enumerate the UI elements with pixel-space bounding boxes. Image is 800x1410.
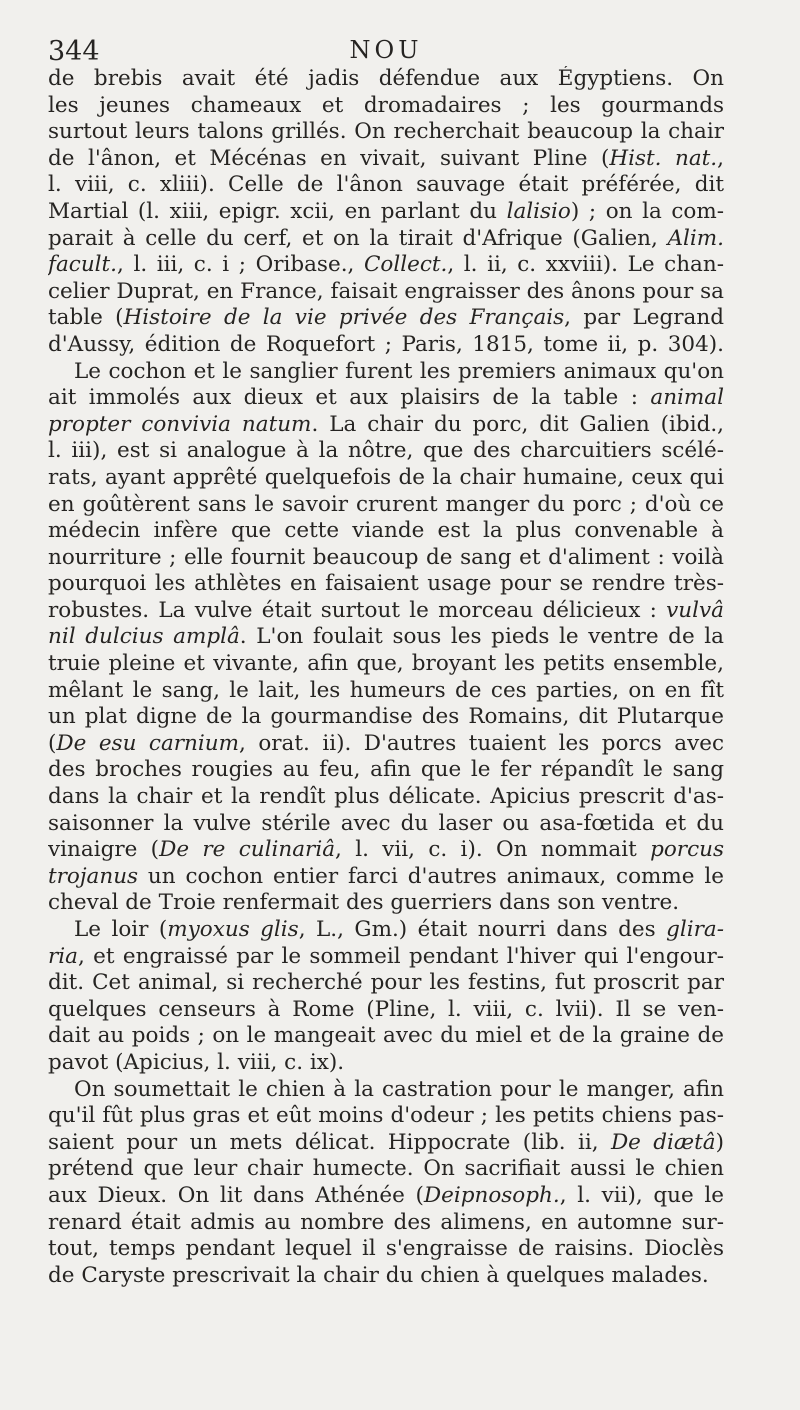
- text-line: (De esu carnium, orat. ii). D'autres tuaient les porcs avec: [48, 730, 724, 756]
- text-line: rats, ayant apprêté quelquefois de la chair humaine, ceux qui: [48, 464, 724, 490]
- text-line: des broches rougies au feu, afin que le fer répandît le sang: [48, 757, 724, 783]
- text-line: ait immolés aux dieux et aux plaisirs de la table : animal: [48, 385, 724, 411]
- paragraph-last-line: cheval de Troie renfermait des guerriers dans son ventre.: [48, 890, 680, 916]
- text-line: l. viii, c. xliii). Celle de l'ânon sauvage était préférée, dit: [48, 172, 724, 198]
- text-line: de l'ânon, et Mécénas en vivait, suivant Pline (Hist. nat.,: [48, 145, 724, 171]
- text-line: médecin infère que cette viande est la plus convenable à: [48, 518, 724, 544]
- text-line: propter convivia natum. La chair du porc, dit Galien (ibid.,: [48, 411, 724, 437]
- paragraph-last-line: de Caryste prescrivait la chair du chien à quelques malades.: [48, 1262, 709, 1288]
- paragraph-first-line: Le cochon et le sanglier furent les premiers animaux qu'on: [74, 358, 724, 384]
- paragraph-first-line: On soumettait le chien à la castration pour le manger, afin: [74, 1076, 724, 1102]
- text-line: nourriture ; elle fournit beaucoup de sang et d'aliment : voilà: [48, 544, 724, 570]
- text-line: un plat digne de la gourmandise des Romains, dit Plutarque: [48, 704, 724, 730]
- text-line: les jeunes chameaux et dromadaires ; les gourmands: [48, 92, 724, 118]
- text-line: nil dulcius amplâ. L'on foulait sous les pieds le ventre de la: [48, 624, 724, 650]
- paragraph-first-line: Le loir (myoxus glis, L., Gm.) était nourri dans des glira-: [74, 917, 724, 942]
- text-line: dait au poids ; on le mangeait avec du miel et de la graine de: [48, 1023, 724, 1049]
- text-line: celier Duprat, en France, faisait engraisser des ânons pour sa: [48, 278, 724, 304]
- text-line: truie pleine et vivante, afin que, broyant les petits ensemble,: [48, 651, 724, 677]
- text-line: surtout leurs talons grillés. On recherchait beaucoup la chair: [48, 119, 724, 145]
- text-line: mêlant le sang, le lait, les humeurs de ces parties, on en fît: [48, 677, 724, 703]
- text-line: dit. Cet animal, si recherché pour les festins, fut proscrit par: [48, 970, 724, 996]
- text-line: l. iii), est si analogue à la nôtre, que des charcuitiers scélé-: [48, 438, 724, 464]
- text-line: facult., l. iii, c. i ; Oribase., Collect., l. ii, c. xxviii). Le chan-: [48, 252, 724, 278]
- text-line: dans la chair et la rendît plus délicate. Apicius prescrit d'as-: [48, 784, 724, 810]
- text-line: renard était admis au nombre des alimens, en automne sur-: [48, 1209, 724, 1235]
- text-line: robustes. La vulve était surtout le morceau délicieux : vulvâ: [48, 597, 724, 623]
- text-line: prétend que leur chair humecte. On sacrifiait aussi le chien: [48, 1156, 724, 1182]
- text-line: Martial (l. xiii, epigr. xcii, en parlant du lalisio) ; on la com-: [48, 198, 724, 224]
- text-line: parait à celle du cerf, et on la tirait d'Afrique (Galien, Alim.: [48, 225, 724, 251]
- running-head: NOU: [349, 36, 423, 64]
- text-line: aux Dieux. On lit dans Athénée (Deipnosoph., l. vii), que le: [48, 1182, 724, 1208]
- text-line: d'Aussy, édition de Roquefort ; Paris, 1815, tome ii, p. 304).: [48, 331, 724, 357]
- text-line: tout, temps pendant lequel il s'engraisse de raisins. Dioclès: [48, 1236, 724, 1262]
- text-line: en goûtèrent sans le savoir crurent manger du porc ; d'où ce: [48, 491, 724, 517]
- text-line: pourquoi les athlètes en faisaient usage pour se rendre très-: [48, 571, 724, 597]
- text-line: quelques censeurs à Rome (Pline, l. viii, c. lvii). Il se ven-: [48, 996, 724, 1022]
- text-line: table (Histoire de la vie privée des Français, par Legrand: [48, 305, 724, 331]
- text-line: saisonner la vulve stérile avec du laser ou asa-fœtida et du: [48, 810, 724, 836]
- text-line: de brebis avait été jadis défendue aux Égyptiens. On: [48, 66, 724, 91]
- paragraph-last-line: pavot (Apicius, l. viii, c. ix).: [48, 1049, 345, 1075]
- text-line: ria, et engraissé par le sommeil pendant l'hiver qui l'engour-: [48, 943, 724, 969]
- text-line: vinaigre (De re culinariâ, l. vii, c. i). On nommait porcus: [48, 837, 724, 863]
- body-text: [48, 66, 724, 1289]
- text-line: trojanus un cochon entier farci d'autres animaux, comme le: [48, 863, 724, 889]
- text-line: qu'il fût plus gras et eût moins d'odeur ; les petits chiens pas-: [48, 1103, 724, 1129]
- page-number: 344: [48, 36, 100, 67]
- text-line: saient pour un mets délicat. Hippocrate (lib. ii, De diætâ): [48, 1129, 724, 1155]
